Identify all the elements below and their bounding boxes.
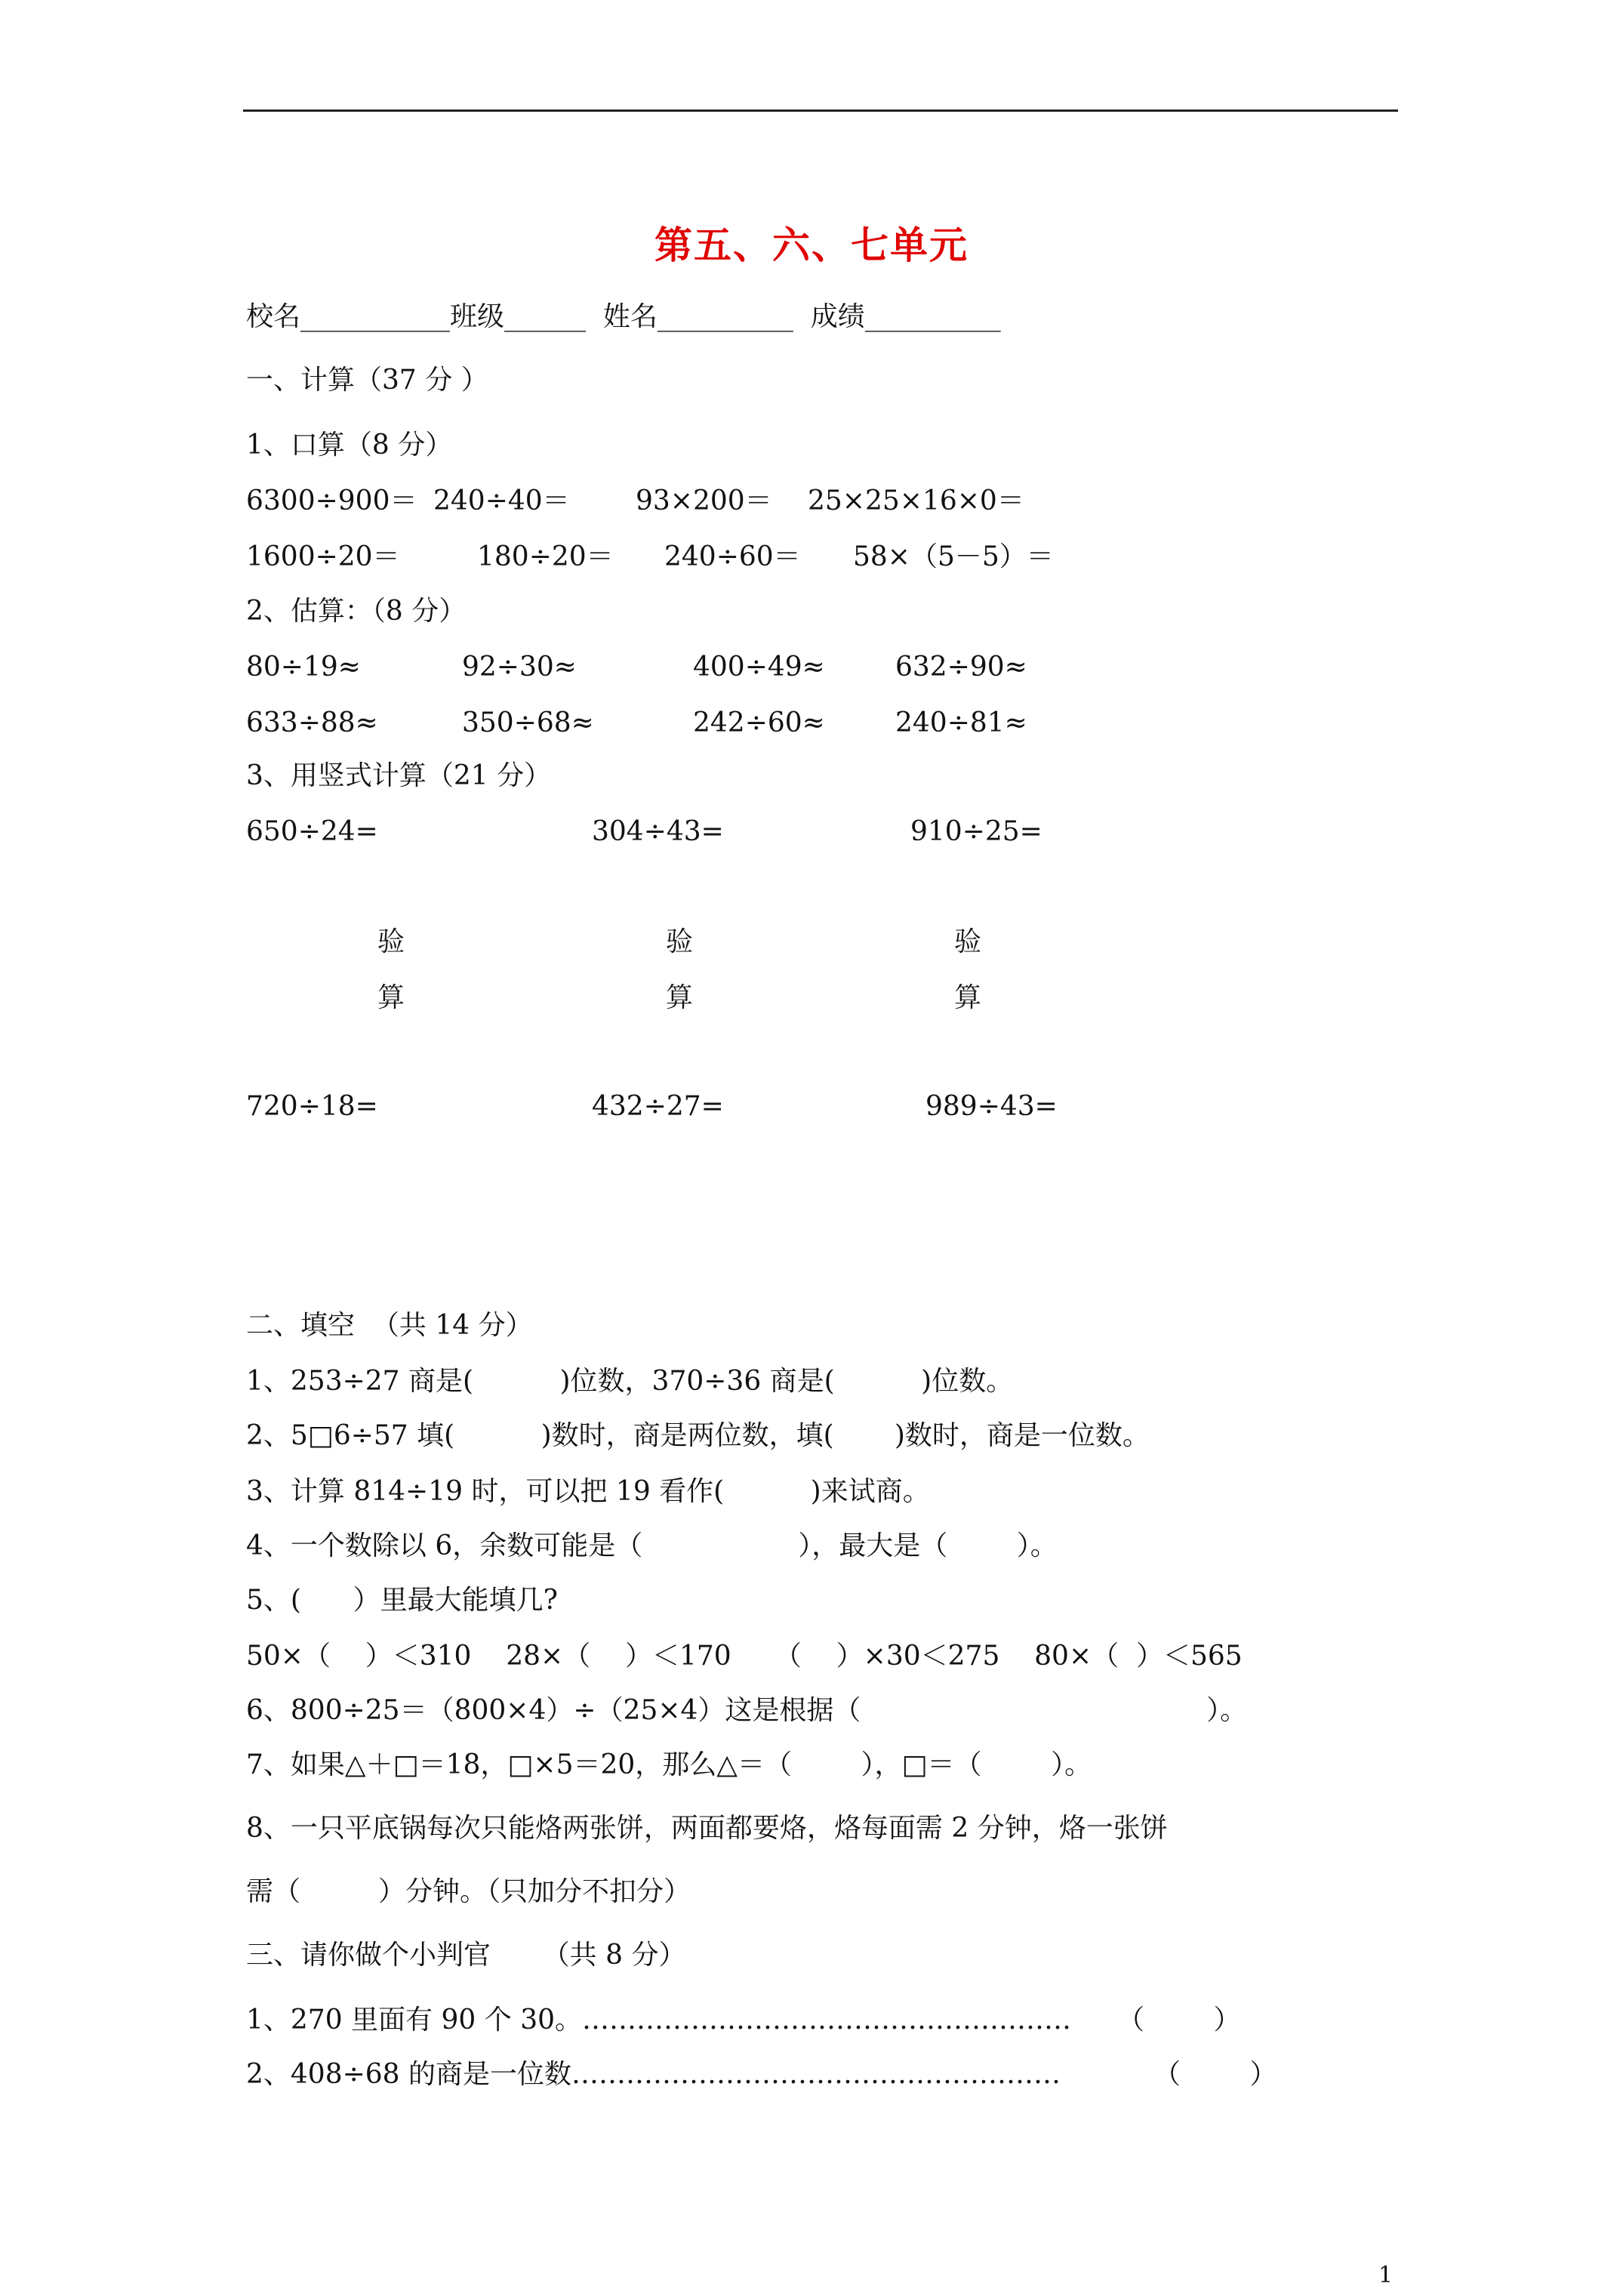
- judge-item-bracket: （ ）: [1117, 2005, 1241, 2036]
- mental-math-item: 1600÷20＝: [246, 541, 400, 572]
- check-label: 验: [666, 926, 694, 957]
- estimate-item: 240÷81≈: [895, 707, 1027, 738]
- judge-item-bracket: （ ）: [1153, 2059, 1277, 2090]
- judge-item-text: 1、270 里面有 90 个 30。………………………………………………: [246, 2005, 1072, 2036]
- fill-blank-line: 5、( ）里最大能填几?: [246, 1585, 558, 1616]
- fill-blank-line: 50×（ ）＜310 28×（ ）＜170 （ ）×30＜275 80×（ ）＜565: [246, 1641, 1243, 1672]
- fill-blank-line: 6、800÷25＝（800×4）÷（25×4）这是根据（ ）。: [246, 1695, 1248, 1726]
- fill-blank-line: 3、计算 814÷19 时，可以把 19 看作( )来试商。: [246, 1476, 930, 1507]
- check-label: 验: [377, 926, 405, 957]
- q3-heading: 3、用竖式计算（21 分）: [246, 760, 552, 791]
- estimate-item: 80÷19≈: [246, 652, 361, 683]
- check-label: 算: [954, 982, 982, 1013]
- section-2-heading: 二、填空 （共 14 分）: [246, 1310, 533, 1341]
- section-1-heading: 一、计算（37 分 ）: [246, 365, 488, 396]
- long-division-item: 910÷25=: [910, 816, 1042, 847]
- estimate-item: 633÷88≈: [246, 707, 378, 738]
- check-label: 算: [666, 982, 694, 1013]
- long-division-item: 304÷43=: [592, 816, 724, 847]
- estimate-item: 242÷60≈: [693, 707, 825, 738]
- page-number: 1: [1378, 2262, 1394, 2288]
- judge-item-text: 2、408÷68 的商是一位数………………………………………………: [246, 2059, 1061, 2090]
- mental-math-item: 240÷60＝: [664, 541, 801, 572]
- mental-math-item: 25×25×16×0＝: [808, 485, 1024, 516]
- check-label: 算: [377, 982, 405, 1013]
- long-division-item: 720÷18=: [246, 1091, 378, 1122]
- mental-math-item: 58×（5－5）＝: [853, 541, 1054, 572]
- check-label: 验: [954, 926, 982, 957]
- fill-blank-line: 4、一个数除以 6，余数可能是（ ），最大是（ ）。: [246, 1530, 1058, 1561]
- header-rule: [243, 109, 1398, 112]
- header-fields: 校名___________班级______ 姓名__________ 成绩__________: [246, 301, 1001, 332]
- fill-blank-line: 2、5□6÷57 填( )数时，商是两位数，填( )数时，商是一位数。: [246, 1420, 1150, 1451]
- q1-heading: 1、口算（8 分）: [246, 430, 453, 461]
- mental-math-item: 93×200＝: [636, 485, 772, 516]
- fill-blank-line: 8、一只平底锅每次只能烙两张饼，两面都要烙，烙每面需 2 分钟，烙一张饼: [246, 1813, 1168, 1844]
- estimate-item: 350÷68≈: [462, 707, 594, 738]
- mental-math-item: 180÷20＝: [477, 541, 614, 572]
- q2-heading: 2、估算：（8 分）: [246, 596, 467, 627]
- estimate-item: 400÷49≈: [693, 652, 825, 683]
- estimate-item: 92÷30≈: [462, 652, 577, 683]
- mental-math-item: 6300÷900＝: [246, 485, 417, 516]
- long-division-item: 989÷43=: [925, 1091, 1058, 1122]
- estimate-item: 632÷90≈: [895, 652, 1027, 683]
- mental-math-item: 240÷40＝: [433, 485, 570, 516]
- long-division-item: 432÷27=: [592, 1091, 724, 1122]
- section-3-heading: 三、请你做个小判官 （共 8 分）: [246, 1940, 686, 1971]
- fill-blank-line: 需（ ）分钟。（只加分不扣分）: [246, 1876, 691, 1907]
- fill-blank-line: 1、253÷27 商是( )位数，370÷36 商是( )位数。: [246, 1366, 1014, 1397]
- fill-blank-line: 7、如果△＋□＝18，□×5＝20，那么△＝（ ），□＝（ ）。: [246, 1749, 1092, 1780]
- long-division-item: 650÷24=: [246, 816, 378, 847]
- page-title: 第五、六、七单元: [654, 223, 969, 267]
